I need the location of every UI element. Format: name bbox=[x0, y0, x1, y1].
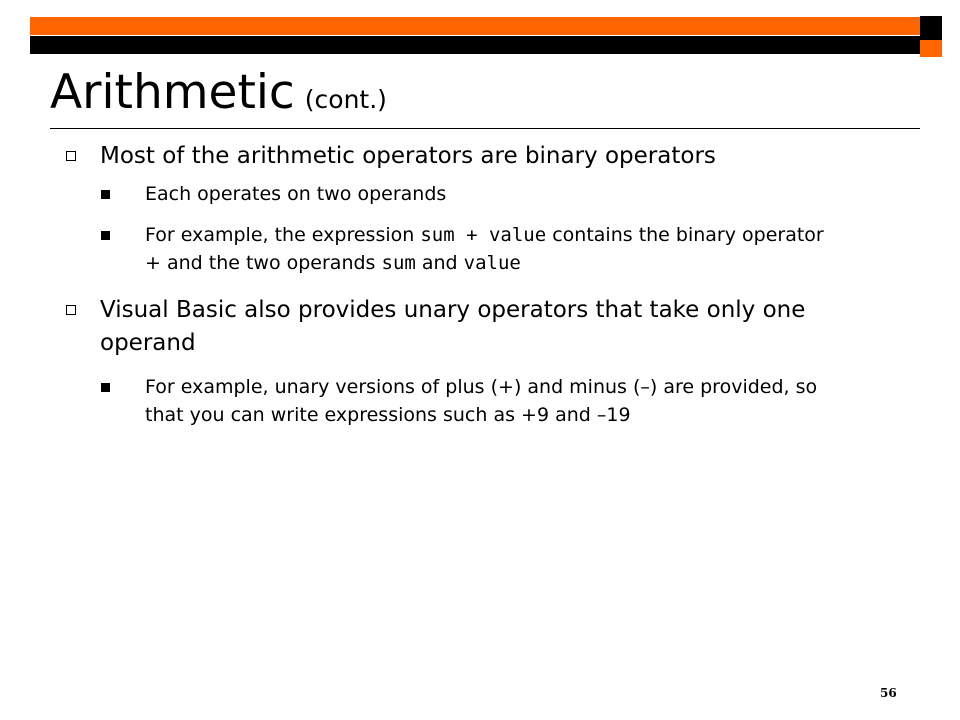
subbullet-text: Each operates on two operands bbox=[145, 183, 447, 205]
bullet-unary-operators bbox=[100, 294, 860, 360]
code-value: value bbox=[463, 252, 521, 274]
code-sum-plus-value: sum + value bbox=[420, 224, 547, 246]
subbullet-text-part2: contains the binary operator + and the two operands bbox=[145, 224, 824, 274]
header-square-black bbox=[920, 16, 942, 38]
subbullet-two-operands bbox=[145, 180, 845, 208]
subbullet-unary-example bbox=[145, 373, 845, 429]
title-rule bbox=[50, 128, 920, 129]
header-square-orange bbox=[920, 40, 942, 57]
filled-square-bullet-icon bbox=[101, 383, 110, 392]
subbullet-text-part1: For example, the expression bbox=[145, 224, 421, 246]
subbullet-text-part3: and bbox=[415, 252, 464, 274]
filled-square-bullet-icon bbox=[101, 190, 110, 199]
bullet-text: Most of the arithmetic operators are binary operators bbox=[100, 143, 716, 169]
hollow-square-bullet-icon bbox=[66, 151, 76, 161]
hollow-square-bullet-icon bbox=[66, 305, 76, 315]
header-bar-orange bbox=[30, 17, 942, 35]
slide-title-main: Arithmetic bbox=[50, 65, 295, 120]
subbullet-text: For example, unary versions of plus (+) and minus (–) are provided, so that you can write expressions such as +9 and –19 bbox=[145, 376, 818, 426]
filled-square-bullet-icon bbox=[101, 231, 110, 240]
slide-title bbox=[50, 58, 387, 135]
bullet-text: Visual Basic also provides unary operators that take only one operand bbox=[100, 297, 806, 356]
bullet-binary-operators bbox=[100, 140, 860, 173]
subbullet-binary-example bbox=[145, 221, 845, 277]
page-number: 56 bbox=[880, 686, 897, 700]
header-bar-black bbox=[30, 36, 942, 54]
slide-title-sub: (cont.) bbox=[304, 85, 387, 114]
code-sum: sum bbox=[381, 252, 416, 274]
